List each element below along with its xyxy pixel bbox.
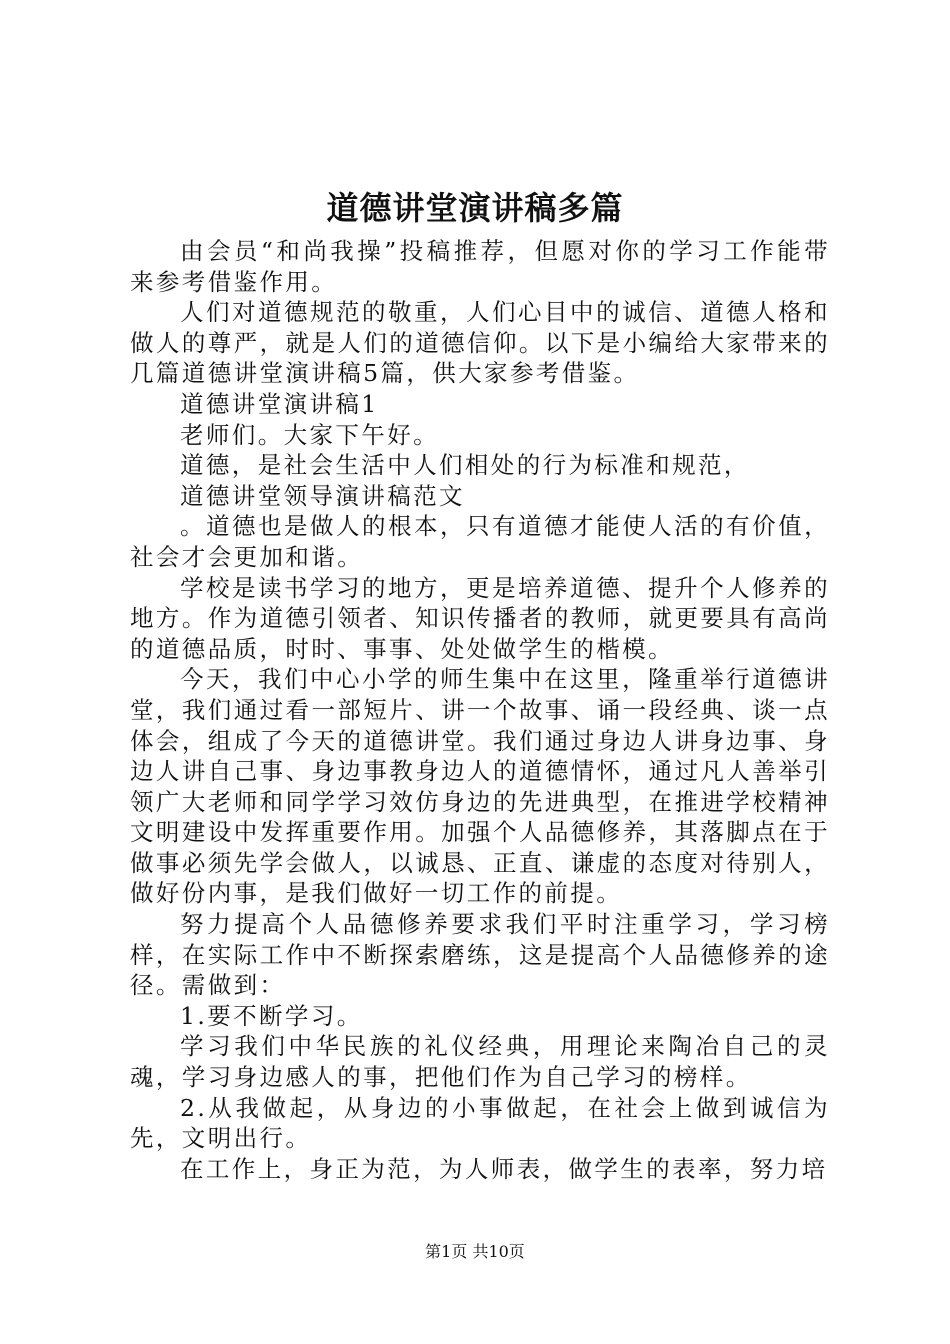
paragraph: 1.要不断学习。 — [180, 1001, 363, 1030]
document-title: 道德讲堂演讲稿多篇 — [326, 189, 624, 227]
paragraph: 道德，是社会生活中人们相处的行为标准和规范， — [180, 451, 750, 480]
paragraph: 学习我们中华民族的礼仪经典，用理论来陶冶自己的灵魂，学习身边感人的事，把他们作为自己学习的榜样。 — [130, 1032, 830, 1092]
paragraph: 学校是读书学习的地方，更是培养道德、提升个人修养的地方。作为道德引领者、知识传播者的教师，就更要具有高尚的道德品质，时时、事事、处处做学生的楷模。 — [130, 573, 830, 663]
paragraph: 。道德也是做人的根本，只有道德才能使人活的有价值，社会才会更加和谐。 — [130, 512, 830, 571]
paragraph: 今天，我们中心小学的师生集中在这里，隆重举行道德讲堂，我们通过看一部短片、讲一个故事、诵一段经典、谈一点体会，组成了今天的道德讲堂。我们通过身边人讲身边事、身边人讲自己事、身边事教身边人的道德情怀，通过凡人善举引领广大老师和同学学习效仿身边的先进典型，在推进学校精神文明建设中发挥重要作用。加强个人品德修养，其落脚点在于做事必须先学会做人，以诚恳、正直、谦虚的态度对待别人，做好份内事，是我们做好一切工作的前提。 — [130, 665, 830, 908]
paragraph: 道德讲堂演讲稿1 — [180, 389, 379, 418]
paragraph: 老师们。大家下午好。 — [180, 420, 439, 449]
paragraph: 努力提高个人品德修养要求我们平时注重学习，学习榜样，在实际工作中不断探索磨练，这是提高个人品德修养的途径。需做到： — [130, 910, 830, 1000]
paragraph: 由会员“和尚我操”投稿推荐，但愿对你的学习工作能带来参考借鉴作用。 — [130, 237, 830, 296]
page-footer: 第1页 共10页 — [425, 1242, 525, 1261]
paragraph: 2.从我做起，从身边的小事做起，在社会上做到诚信为先，文明出行。 — [130, 1093, 830, 1153]
paragraph: 道德讲堂领导演讲稿范文 — [180, 481, 465, 510]
document-body — [130, 236, 830, 1184]
paragraph: 在工作上，身正为范，为人师表，做学生的表率，努力培 — [180, 1154, 828, 1183]
paragraph: 人们对道德规范的敬重，人们心目中的诚信、道德人格和做人的尊严，就是人们的道德信仰。以下是小编给大家带来的几篇道德讲堂演讲稿5篇，供大家参考借鉴。 — [130, 298, 830, 388]
